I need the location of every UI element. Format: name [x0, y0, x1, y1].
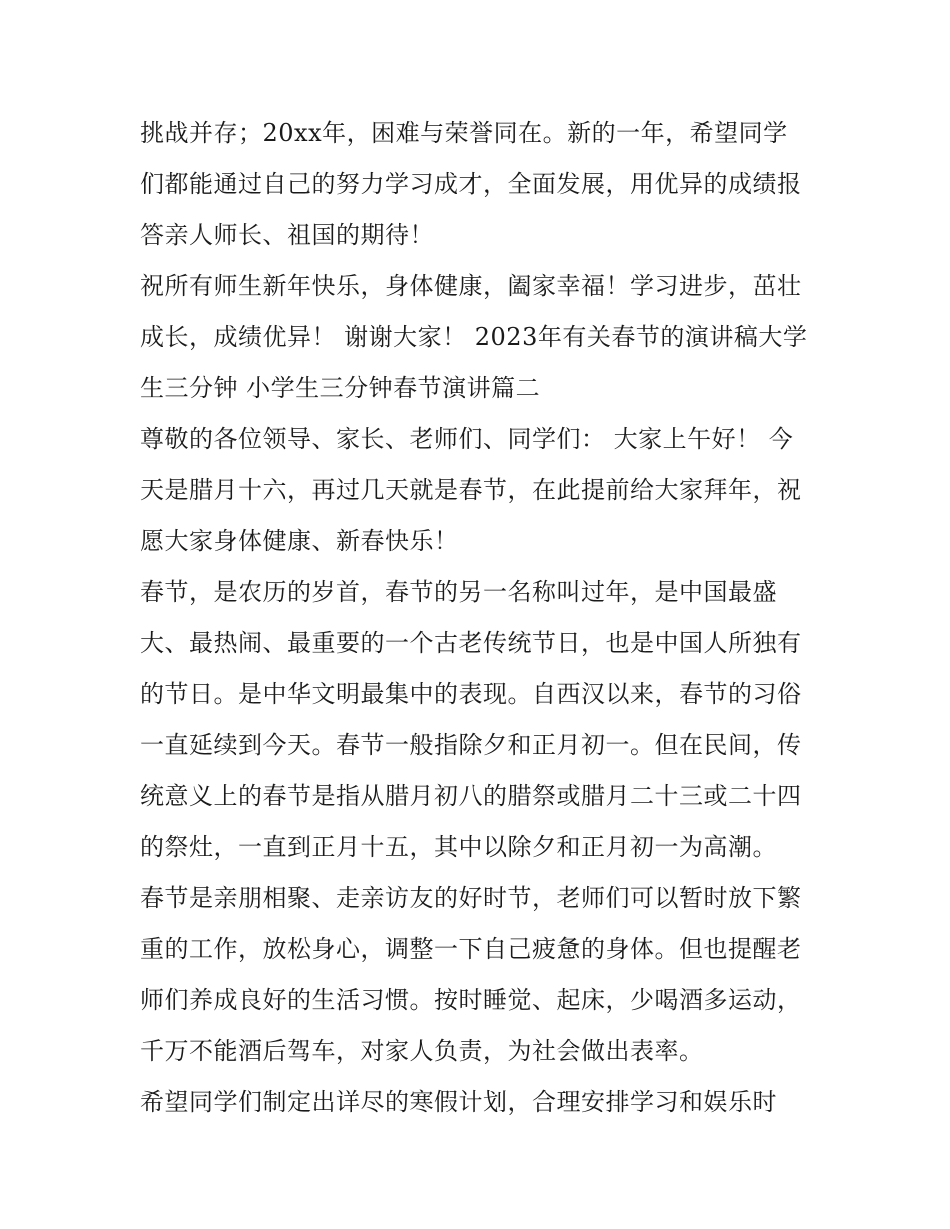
paragraph-2 [140, 261, 820, 414]
text-line: 的节日。是中华文明最集中的表现。自西汉以来，春节的习俗 [140, 680, 802, 708]
text-line: 大、最热闹、最重要的一个古老传统节日，也是中国人所独有 [140, 629, 802, 657]
text-line: 春节，是农历的岁首，春节的另一名称叫过年，是中国最盛 [140, 578, 777, 606]
text-line: 师们养成良好的生活习惯。按时睡觉、起床，少喝酒多运动， [140, 986, 802, 1014]
text-line: 成长，成绩优异！ 谢谢大家！ 2023年有关春节的演讲稿大学 [140, 323, 808, 351]
text-line: 生三分钟 小学生三分钟春节演讲篇二 [140, 374, 541, 402]
text-line: 的祭灶，一直到正月十五，其中以除夕和正月初一为高潮。 [140, 833, 777, 861]
text-line: 愿大家身体健康、新春快乐！ [140, 527, 459, 555]
text-line: 挑战并存；20xx年，困难与荣誉同在。新的一年，希望同学 [140, 119, 788, 147]
text-line: 一直延续到今天。春节一般指除夕和正月初一。但在民间，传 [140, 731, 802, 759]
text-line: 们都能通过自己的努力学习成才，全面发展，用优异的成绩报 [140, 170, 802, 198]
text-line: 天是腊月十六，再过几天就是春节，在此提前给大家拜年，祝 [140, 476, 802, 504]
text-line: 祝所有师生新年快乐，身体健康，阖家幸福！学习进步，茁壮 [140, 272, 802, 300]
paragraph-3 [140, 414, 820, 567]
text-line: 尊敬的各位领导、家长、老师们、同学们： 大家上午好！ 今 [140, 425, 794, 453]
text-line: 答亲人师长、祖国的期待！ [140, 221, 434, 249]
paragraph-5 [140, 873, 820, 1077]
text-line: 重的工作，放松身心，调整一下自己疲惫的身体。但也提醒老 [140, 935, 802, 963]
paragraph-6 [140, 1077, 820, 1128]
text-line: 千万不能酒后驾车，对家人负责，为社会做出表率。 [140, 1037, 704, 1065]
document-body [140, 108, 820, 1128]
text-line: 统意义上的春节是指从腊月初八的腊祭或腊月二十三或二十四 [140, 782, 802, 810]
paragraph-4 [140, 567, 820, 873]
paragraph-1 [140, 108, 820, 261]
text-line: 希望同学们制定出详尽的寒假计划，合理安排学习和娱乐时 [140, 1088, 777, 1116]
text-line: 春节是亲朋相聚、走亲访友的好时节，老师们可以暂时放下繁 [140, 884, 802, 912]
